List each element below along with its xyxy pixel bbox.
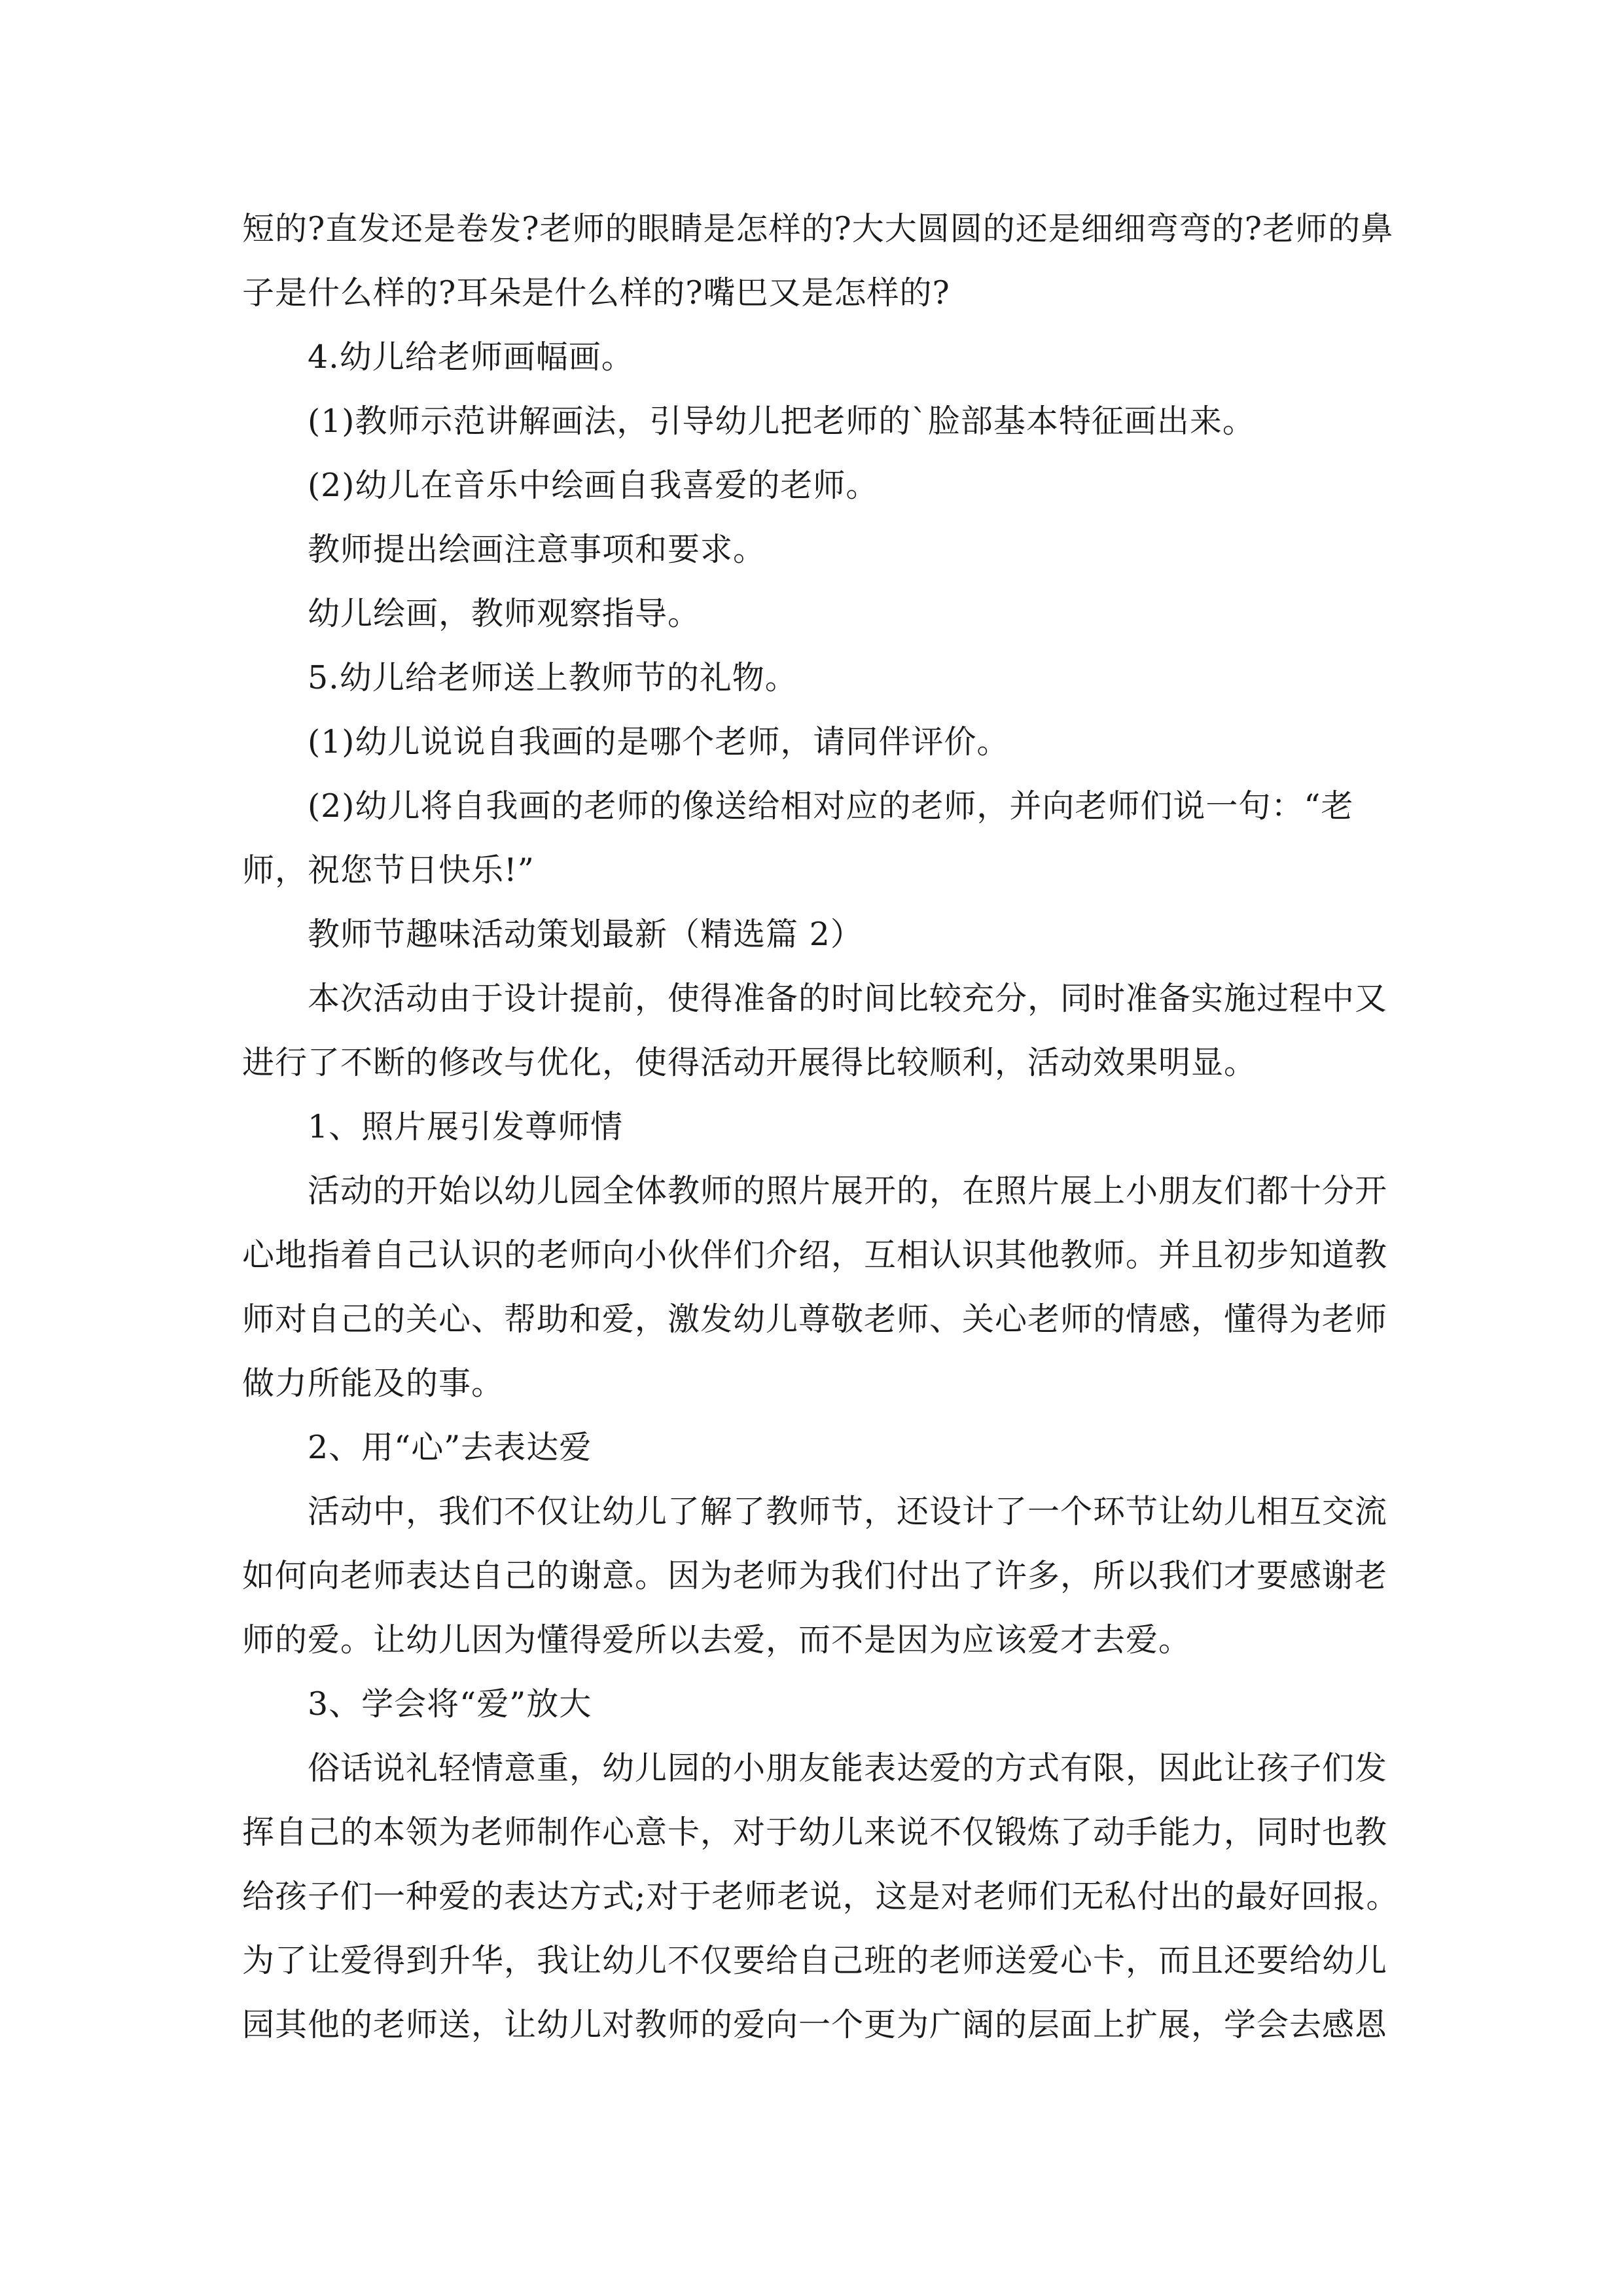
text-line: 教师提出绘画注意事项和要求。 <box>308 531 766 568</box>
text-line: 给孩子们一种爱的表达方式;对于老师老说，这是对老师们无私付出的最好回报。 <box>242 1878 1399 1915</box>
text-line: 师，祝您节日快乐!” <box>242 852 535 889</box>
text-line: 幼儿绘画，教师观察指导。 <box>308 595 701 632</box>
text-line: 师的爱。让幼儿因为懂得爱所以去爱，而不是因为应该爱才去爱。 <box>242 1621 1192 1659</box>
text-line: (1)教师示范讲解画法，引导幼儿把老师的`脸部基本特征画出来。 <box>308 403 1255 440</box>
text-line: 本次活动由于设计提前，使得准备的时间比较充分，同时准备实施过程中又 <box>308 980 1388 1017</box>
text-line: (2)幼儿将自我画的老师的像送给相对应的老师，并向老师们说一句：“老 <box>308 787 1354 825</box>
text-line: 做力所能及的事。 <box>242 1365 505 1402</box>
text-line: 心地指着自己认识的老师向小伙伴们介绍，互相认识其他教师。并且初步知道教 <box>242 1236 1388 1274</box>
text-line: 活动中，我们不仅让幼儿了解了教师节，还设计了一个环节让幼儿相互交流 <box>308 1493 1388 1530</box>
section-heading: 1、照片展引发尊师情 <box>308 1108 624 1145</box>
article-title: 教师节趣味活动策划最新（精选篇 2） <box>308 916 863 953</box>
text-line: (2)幼儿在音乐中绘画自我喜爱的老师。 <box>308 467 879 504</box>
text-line: 进行了不断的修改与优化，使得活动开展得比较顺利，活动效果明显。 <box>242 1044 1257 1081</box>
section-heading: 2、用“心”去表达爱 <box>308 1429 592 1466</box>
text-line: (1)幼儿说说自我画的是哪个老师，请同伴评价。 <box>308 723 1010 761</box>
text-line: 为了让爱得到升华，我让幼儿不仅要给自己班的老师送爱心卡，而且还要给幼儿 <box>242 1942 1388 1979</box>
text-line: 短的?直发还是卷发?老师的眼睛是怎样的?大大圆圆的还是细细弯弯的?老师的鼻 <box>242 210 1394 247</box>
section-heading: 5.幼儿给老师送上教师节的礼物。 <box>308 659 798 696</box>
section-heading: 3、学会将“爱”放大 <box>308 1685 592 1723</box>
text-line: 如何向老师表达自己的谢意。因为老师为我们付出了许多，所以我们才要感谢老 <box>242 1557 1388 1594</box>
text-line: 师对自己的关心、帮助和爱，激发幼儿尊敬老师、关心老师的情感，懂得为老师 <box>242 1300 1388 1338</box>
text-line: 挥自己的本领为老师制作心意卡，对于幼儿来说不仅锻炼了动手能力，同时也教 <box>242 1814 1388 1851</box>
text-line: 俗话说礼轻情意重，幼儿园的小朋友能表达爱的方式有限，因此让孩子们发 <box>308 1749 1388 1787</box>
text-line: 活动的开始以幼儿园全体教师的照片展开的，在照片展上小朋友们都十分开 <box>308 1172 1388 1210</box>
text-line: 子是什么样的?耳朵是什么样的?嘴巴又是怎样的? <box>242 274 950 312</box>
text-line: 园其他的老师送，让幼儿对教师的爱向一个更为广阔的层面上扩展，学会去感恩 <box>242 2006 1388 2043</box>
section-heading: 4.幼儿给老师画幅画。 <box>308 338 634 376</box>
